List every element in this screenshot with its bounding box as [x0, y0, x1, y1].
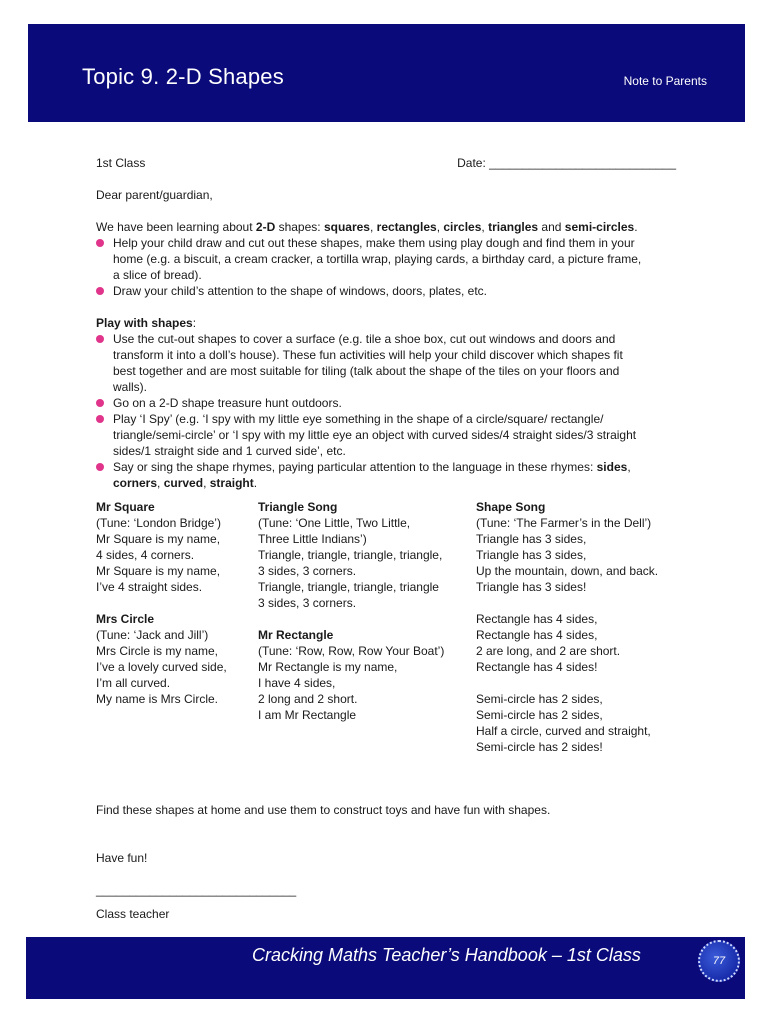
song-mr-square: Mr Square (Tune: ‘London Bridge’) Mr Square is my name, 4 sides, 4 corners. Mr Square is my name, I’ve 4 straight sides.	[96, 499, 258, 595]
song-title: Mr Rectangle	[258, 628, 334, 642]
intro-lead: We have been learning about 2-D shapes: squares, rectangles, circles, triangles and semi-circles.	[96, 220, 638, 234]
bullet-dot-icon	[96, 399, 104, 407]
intro-bullets	[96, 235, 676, 299]
list-item: Play ‘I Spy’ (e.g. ‘I spy with my little eye something in the shape of a circle/square/ rectangle/ triangle/semi-circle’ or ‘I spy with my little eye an object with curved sides/4 straight sides/3 straight sides/1 straight side and 1 curved side’, etc.	[96, 411, 676, 459]
footer-title: Cracking Maths Teacher’s Handbook – 1st Class	[252, 945, 641, 965]
song-title: Mrs Circle	[96, 612, 155, 626]
play-bullets	[96, 331, 676, 491]
date-field: Date: ____________________________	[457, 156, 676, 170]
letter-body	[96, 150, 676, 755]
footer-banner	[26, 937, 745, 999]
songs-column-2	[258, 499, 476, 755]
list-item: Use the cut-out shapes to cover a surface (e.g. tile a shoe box, cut out windows and doors and transform it into a doll’s house). These fun activities will help your child discover which shapes fit best together and are most suitable for tiling (talk about the shape of the tiles on your floors and walls).	[96, 331, 676, 395]
class-date-row	[96, 155, 676, 171]
list-item: Draw your child’s attention to the shape of windows, doors, plates, etc.	[96, 283, 676, 299]
song-title: Mr Square	[96, 500, 155, 514]
page-title: Topic 9. 2-D Shapes	[82, 64, 284, 89]
page-number-badge: 77	[698, 940, 740, 982]
bullet-dot-icon	[96, 335, 104, 343]
song-mr-rectangle: Mr Rectangle (Tune: ‘Row, Row, Row Your Boat’) Mr Rectangle is my name, I have 4 sides, 2 long and 2 short. I am Mr Rectangle	[258, 627, 476, 723]
closing-find: Find these shapes at home and use them to construct toys and have fun with shapes.	[96, 803, 551, 817]
song-shape-song: Shape Song (Tune: ‘The Farmer’s in the Dell’) Triangle has 3 sides, Triangle has 3 sides, Up the mountain, down, and back. Triangle has 3 sides! Rectangle has 4 sides, Rectangle has 4 sides, 2 are long, and 2 are short. Rectangle has 4 sides! Semi-circle has 2 sides, Semi-circle has 2 sides, Half a circle, curved and straight, Semi-circle has 2 sides!	[476, 499, 676, 755]
class-teacher-label: Class teacher	[96, 907, 170, 921]
bullet-dot-icon	[96, 239, 104, 247]
song-title: Shape Song	[476, 500, 546, 514]
songs-column-1	[96, 499, 258, 755]
closing-have-fun: Have fun!	[96, 851, 148, 865]
song-triangle: Triangle Song (Tune: ‘One Little, Two Little, Three Little Indians’) Triangle, triangle, triangle, triangle, 3 sides, 3 corners. Triangle, triangle, triangle, triangle 3 sides, 3 corners.	[258, 499, 476, 611]
song-mrs-circle: Mrs Circle (Tune: ‘Jack and Jill’) Mrs Circle is my name, I’ve a lovely curved side, I’m all curved. My name is Mrs Circle.	[96, 611, 258, 707]
list-item: Go on a 2-D shape treasure hunt outdoors.	[96, 395, 676, 411]
songs-column-3	[476, 499, 676, 755]
salutation: Dear parent/guardian,	[96, 188, 213, 202]
class-label: 1st Class	[96, 156, 146, 170]
songs-section	[96, 499, 676, 755]
closing-section	[96, 802, 676, 922]
signature-line: ______________________________	[96, 883, 297, 897]
bullet-dot-icon	[96, 463, 104, 471]
bullet-dot-icon	[96, 287, 104, 295]
header-note: Note to Parents	[623, 74, 707, 88]
list-item: Say or sing the shape rhymes, paying particular attention to the language in these rhymes: sides, corners, curved, straight.	[96, 459, 676, 491]
list-item: Help your child draw and cut out these shapes, make them using play dough and find them in your home (e.g. a biscuit, a cream cracker, a tortilla wrap, playing cards, a birthday card, a picture frame, a slice of bread).	[96, 235, 676, 283]
play-heading: Play with shapes:	[96, 316, 197, 330]
header-banner	[28, 24, 745, 122]
song-title: Triangle Song	[258, 500, 338, 514]
bullet-dot-icon	[96, 415, 104, 423]
